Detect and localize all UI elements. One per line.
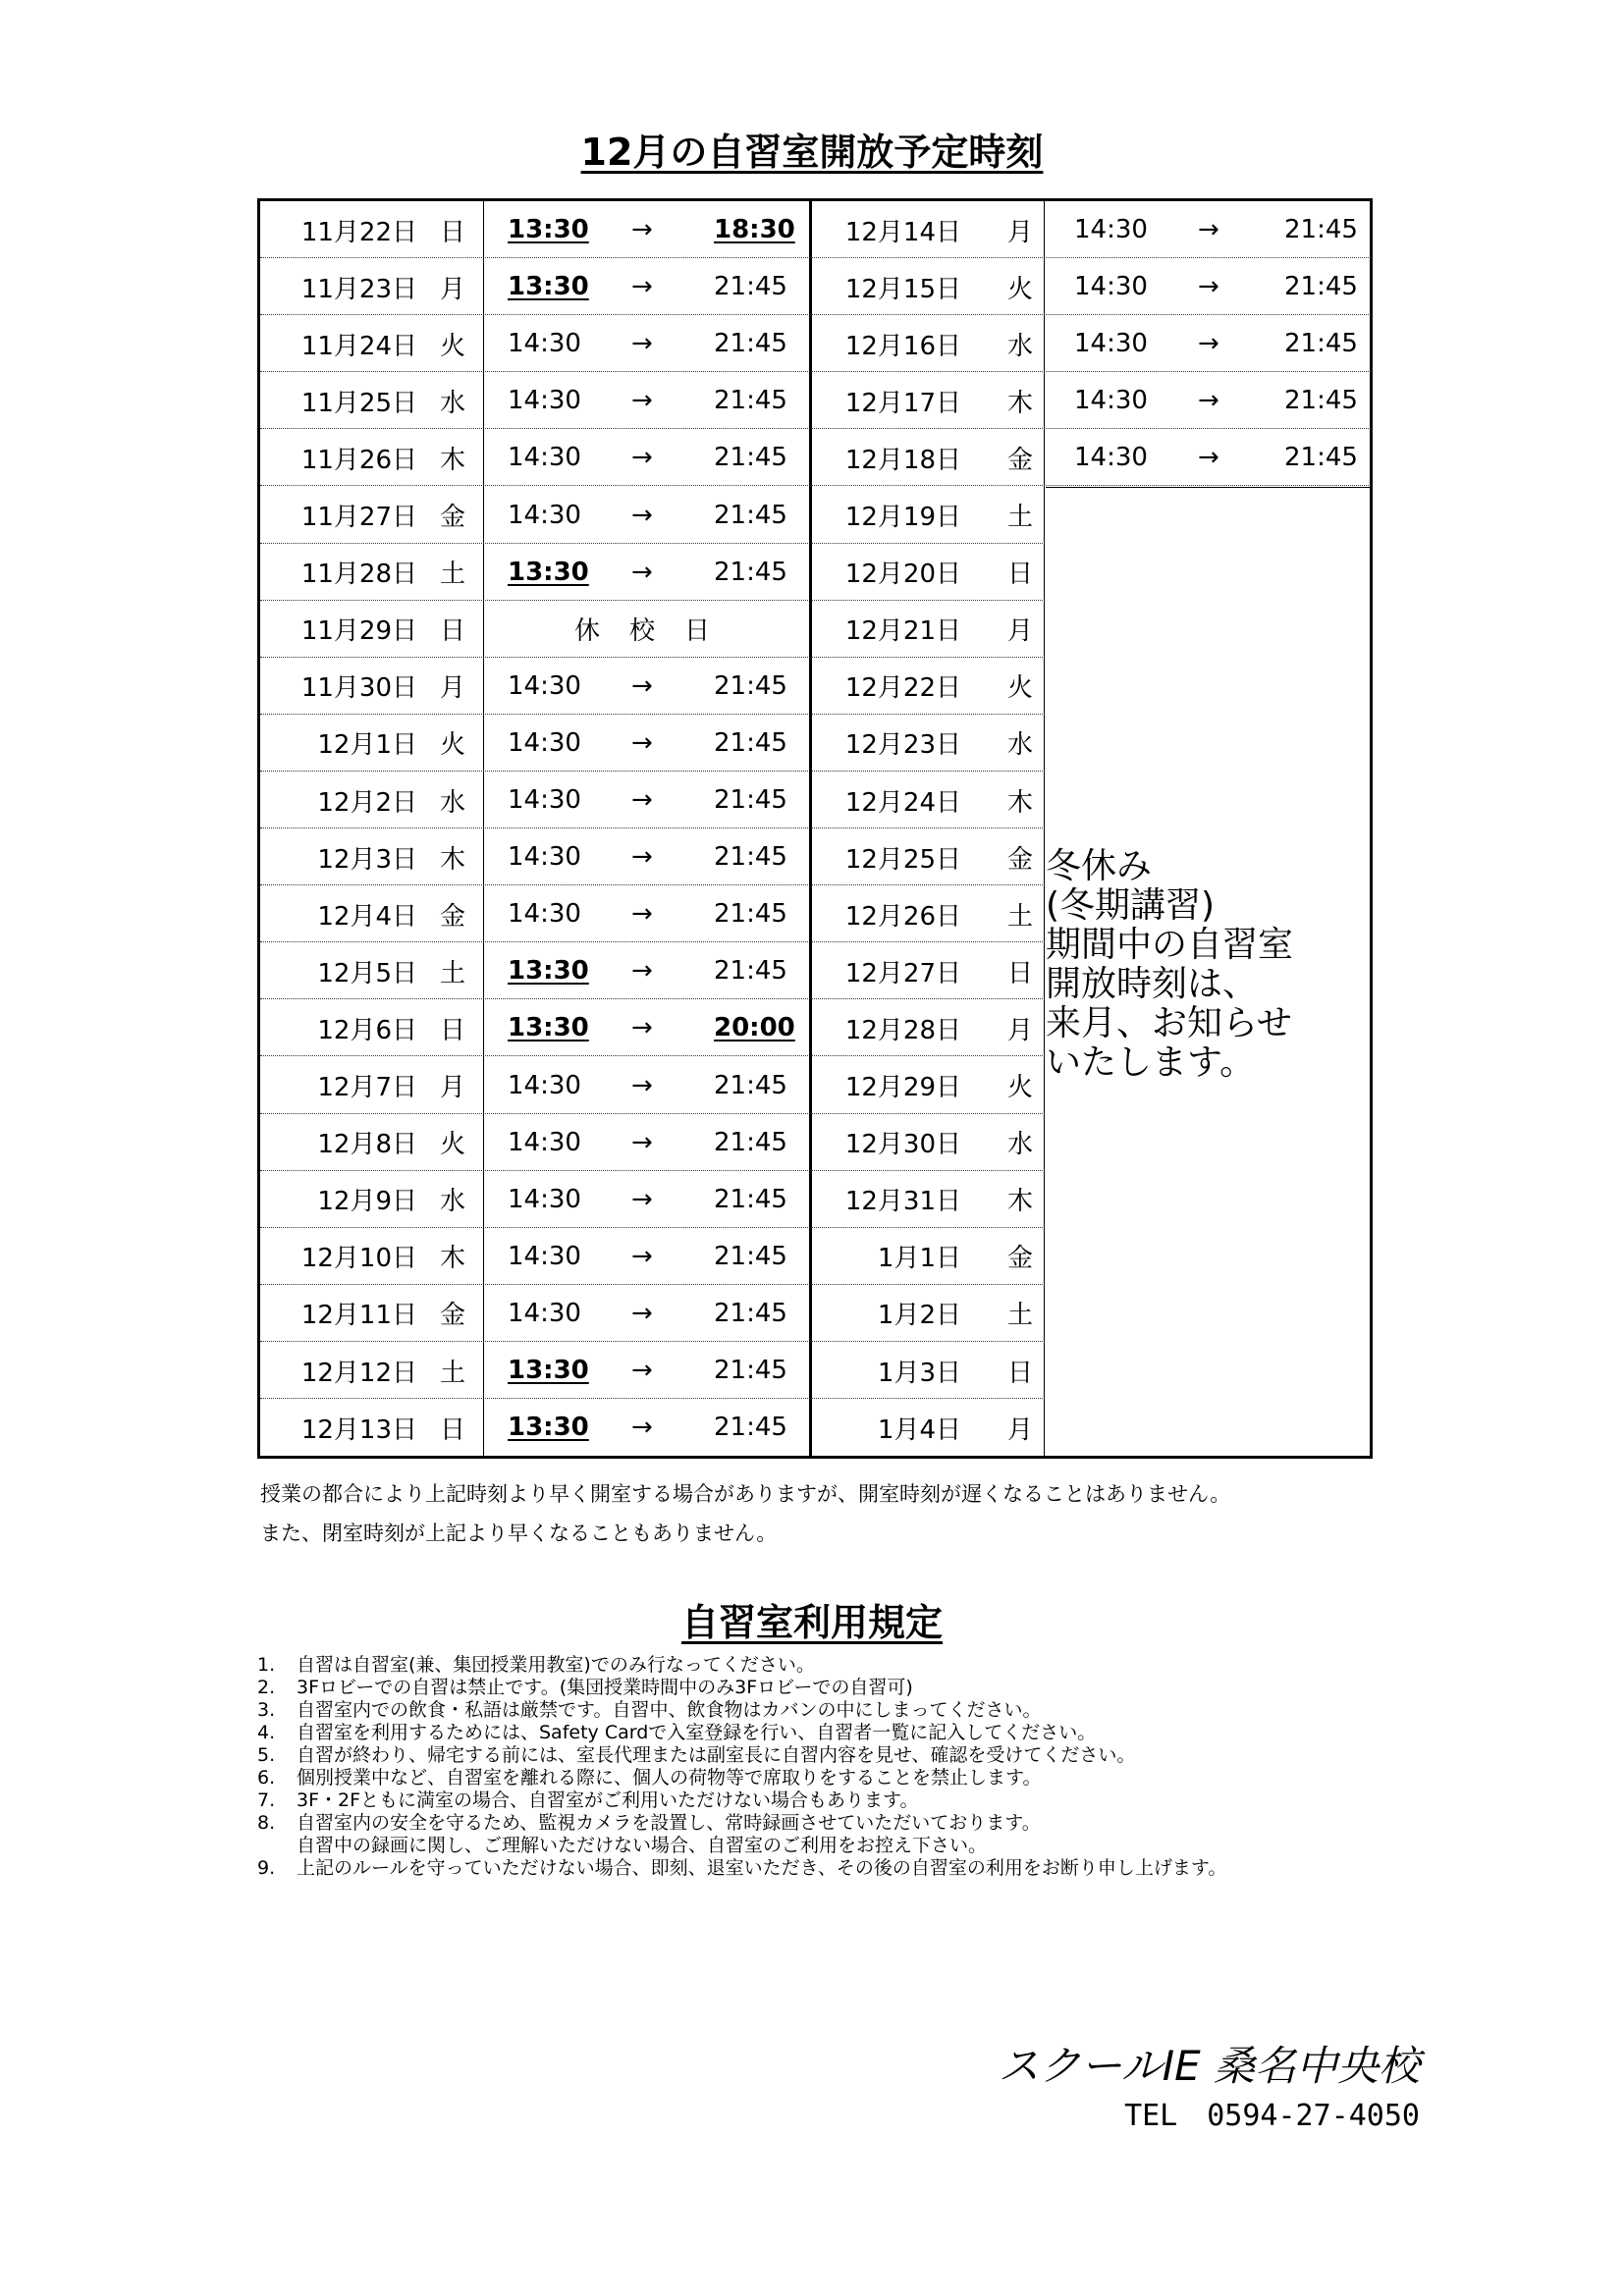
table-row [260,1228,808,1285]
row-weekday: 土 [440,560,466,590]
table-row [811,1399,1045,1456]
open-time: 13:30 [508,1356,589,1385]
row-date: 1月1日 [877,1244,961,1274]
table-row [260,201,808,258]
remark-line: また、閉室時刻が上記より早くなることもありません。 [260,1522,778,1545]
arrow-icon: → [631,1070,653,1100]
row-weekday: 金 [1007,445,1034,475]
close-time: 21:45 [714,272,787,302]
close-time: 18:30 [714,215,795,244]
arrow-icon: → [631,386,653,416]
row-weekday: 月 [1007,1015,1034,1045]
open-time: 14:30 [1074,272,1148,302]
table-row [811,487,1045,544]
arrow-icon: → [631,557,653,587]
rule-item [257,1789,1386,1812]
open-time: 14:30 [1074,443,1148,473]
arrow-icon: → [1198,215,1219,244]
row-date: 1月4日 [877,1415,961,1445]
arrow-icon: → [631,329,653,359]
row-weekday: 日 [1007,1358,1034,1388]
arrow-icon: → [1198,329,1219,359]
arrow-icon: → [631,727,653,758]
rule-number: 5. [257,1744,276,1766]
close-time: 21:45 [714,1241,787,1271]
row-date: 11月28日 [300,560,417,590]
row-date: 12月23日 [844,730,961,761]
row-date: 12月4日 [317,901,417,932]
row-weekday: 金 [440,901,466,932]
close-time: 21:45 [714,1413,787,1443]
open-time: 14:30 [1074,386,1148,416]
rule-text: 上記のルールを守っていただけない場合、即刻、退室いただき、その後の自習室の利用をお断り申し上げます。 [297,1857,1227,1879]
winter-break-note: 冬休み (冬期講習) 期間中の自習室 開放時刻は、 来月、お知らせ いたします。 [1046,846,1294,1083]
rule-text: 自習が終わり、帰宅する前には、室長代理または副室長に自習内容を見せ、確認を受けてください。 [297,1744,1136,1766]
arrow-icon: → [631,785,653,815]
row-weekday: 土 [1007,503,1034,532]
close-time: 21:45 [714,727,787,758]
open-time: 14:30 [508,500,581,530]
table-row [260,601,808,658]
row-date: 12月25日 [844,844,961,875]
row-weekday: 水 [1007,1130,1034,1160]
arrow-icon: → [631,956,653,987]
table-row [260,828,808,885]
arrow-icon: → [1198,443,1219,473]
arrow-icon: → [631,1241,653,1271]
open-time: 13:30 [508,557,589,587]
rule-text: 3F・2Fともに満室の場合、自習室がご利用いただけない場合もあります。 [297,1789,919,1811]
row-date: 1月3日 [877,1358,961,1388]
row-date: 12月1日 [317,730,417,761]
open-time: 13:30 [508,956,589,987]
row-weekday: 火 [440,730,466,761]
close-time: 21:45 [714,386,787,416]
close-time: 21:45 [714,899,787,930]
open-time: 14:30 [508,727,581,758]
table-row [260,772,808,828]
closed-label: 休 校 日 [573,616,712,647]
rule-number: 3. [257,1699,276,1721]
row-date: 12月10日 [300,1244,417,1274]
arrow-icon: → [631,1184,653,1214]
close-time: 21:45 [1284,386,1358,416]
rule-item [257,1744,1386,1767]
open-time: 14:30 [508,1298,581,1328]
table-row [811,772,1045,828]
open-time: 14:30 [508,443,581,473]
rule-text: 自習室内の安全を守るため、監視カメラを設置し、常時録画させていただいております。 自習中の録画に関し、ご理解いただけない場合、自習室のご利用をお控え下さい。 [297,1812,1041,1856]
row-weekday: 月 [440,274,466,304]
row-date: 12月11日 [300,1301,417,1331]
row-date: 11月22日 [300,217,417,247]
table-row [260,942,808,999]
close-time: 21:45 [714,500,787,530]
row-date: 12月13日 [300,1415,417,1445]
row-weekday: 金 [1007,844,1034,875]
arrow-icon: → [631,1127,653,1157]
open-time: 14:30 [508,1184,581,1214]
rules-title: 自習室利用規定 [680,1601,943,1644]
row-date: 11月29日 [300,616,417,647]
close-time: 21:45 [714,557,787,587]
table-row [811,885,1045,942]
table-row [811,715,1045,772]
row-weekday: 水 [1007,730,1034,761]
open-time: 13:30 [508,215,589,244]
table-row [260,715,808,772]
close-time: 21:45 [1284,272,1358,302]
table-row [260,1342,808,1399]
open-time: 13:30 [508,1013,589,1043]
row-date: 12月20日 [844,560,961,590]
open-time: 14:30 [1074,329,1148,359]
row-weekday: 日 [440,217,466,247]
table-row [811,372,1371,429]
remark-line: 授業の都合により上記時刻より早く開室する場合がありますが、開室時刻が遅くなることはありません。 [260,1482,1231,1506]
row-date: 1月2日 [877,1301,961,1331]
table-row [260,1285,808,1342]
arrow-icon: → [631,670,653,701]
open-time: 14:30 [508,842,581,873]
open-time: 13:30 [508,272,589,302]
arrow-icon: → [631,842,653,873]
schedule-remarks [260,1474,1230,1553]
rule-number: 4. [257,1722,276,1743]
close-time: 21:45 [714,842,787,873]
arrow-icon: → [631,899,653,930]
row-weekday: 日 [1007,560,1034,590]
close-time: 21:45 [714,1298,787,1328]
open-time: 13:30 [508,1413,589,1443]
row-date: 11月30日 [300,673,417,704]
row-date: 12月17日 [844,388,961,418]
row-date: 12月24日 [844,787,961,818]
arrow-icon: → [631,272,653,302]
open-time: 14:30 [508,785,581,815]
table-row [260,999,808,1056]
rule-item [257,1767,1386,1789]
row-weekday: 水 [440,1187,466,1217]
rule-text: 3Fロビーでの自習は禁止です。(集団授業時間中のみ3Fロビーでの自習可) [297,1677,913,1698]
row-date: 11月26日 [300,445,417,475]
table-row [811,1114,1045,1171]
table-row [811,1228,1045,1285]
row-date: 12月16日 [844,331,961,361]
row-date: 12月29日 [844,1073,961,1102]
row-weekday: 木 [440,1244,466,1274]
row-weekday: 土 [440,1358,466,1388]
table-row [260,372,808,429]
table-row [260,429,808,486]
table-row [260,544,808,601]
row-weekday: 水 [440,787,466,818]
close-time: 21:45 [714,670,787,701]
row-date: 11月27日 [300,503,417,532]
table-row [811,201,1371,258]
row-date: 12月27日 [844,958,961,988]
rule-item [257,1654,1386,1677]
time-block-divider [1046,487,1370,488]
arrow-icon: → [631,1013,653,1043]
row-weekday: 日 [1007,958,1034,988]
row-date: 12月3日 [317,844,417,875]
row-date: 12月18日 [844,445,961,475]
row-date: 12月31日 [844,1187,961,1217]
row-weekday: 日 [440,616,466,647]
table-row [260,1399,808,1456]
rule-number: 6. [257,1767,276,1789]
close-time: 21:45 [714,785,787,815]
table-row [260,1114,808,1171]
row-date: 12月14日 [844,217,961,247]
row-weekday: 月 [440,1073,466,1102]
school-name: スクールIE 桑名中央校 [998,2042,1420,2090]
close-time: 21:45 [714,443,787,473]
table-row [260,885,808,942]
row-date: 12月2日 [317,787,417,818]
row-weekday: 月 [1007,217,1034,247]
arrow-icon: → [631,215,653,244]
rule-number: 7. [257,1789,276,1811]
table-row [811,658,1045,715]
close-time: 21:45 [1284,329,1358,359]
arrow-icon: → [1198,272,1219,302]
rule-number: 9. [257,1857,276,1879]
close-time: 21:45 [714,1070,787,1100]
rule-number: 2. [257,1677,276,1698]
table-row [811,1171,1045,1228]
table-row [260,1171,808,1228]
row-date: 11月24日 [300,331,417,361]
table-row [260,258,808,315]
row-date: 12月9日 [317,1187,417,1217]
close-time: 20:00 [714,1013,795,1043]
table-row [811,1285,1045,1342]
row-weekday: 火 [440,331,466,361]
rules-list [257,1654,1386,1880]
row-date: 12月12日 [300,1358,417,1388]
table-row [811,258,1371,315]
row-weekday: 火 [1007,1073,1034,1102]
arrow-icon: → [631,443,653,473]
row-date: 12月6日 [317,1015,417,1045]
telephone: TEL 0594-27-4050 [1124,2099,1420,2133]
table-row [811,601,1045,658]
arrow-icon: → [631,500,653,530]
table-row [811,999,1045,1056]
rule-item [257,1857,1386,1880]
row-weekday: 土 [1007,901,1034,932]
row-date: 12月22日 [844,673,961,704]
close-time: 21:45 [714,1127,787,1157]
row-date: 11月23日 [300,274,417,304]
row-weekday: 金 [440,1301,466,1331]
open-time: 14:30 [508,386,581,416]
close-time: 21:45 [1284,215,1358,244]
row-weekday: 木 [1007,388,1034,418]
table-row [260,315,808,372]
rule-item [257,1677,1386,1699]
open-time: 14:30 [508,670,581,701]
arrow-icon: → [631,1298,653,1328]
row-weekday: 月 [1007,1415,1034,1445]
row-weekday: 土 [1007,1301,1034,1331]
page-title: 12月の自習室開放予定時刻 [580,131,1044,174]
rule-item [257,1722,1386,1744]
row-weekday: 火 [1007,274,1034,304]
close-time: 21:45 [714,1184,787,1214]
row-weekday: 金 [1007,1244,1034,1274]
close-time: 21:45 [714,1356,787,1385]
close-time: 21:45 [1284,443,1358,473]
open-time: 14:30 [508,1241,581,1271]
rule-number: 8. [257,1812,276,1834]
row-date: 12月28日 [844,1015,961,1045]
close-time: 21:45 [714,329,787,359]
row-weekday: 木 [1007,1187,1034,1217]
row-weekday: 木 [1007,787,1034,818]
open-time: 14:30 [508,1127,581,1157]
table-row [811,828,1045,885]
rule-text: 個別授業中など、自習室を離れる際に、個人の荷物等で席取りをすることを禁止します。 [297,1767,1042,1789]
table-row [811,315,1371,372]
table-row [811,544,1045,601]
row-weekday: 金 [440,503,466,532]
row-weekday: 火 [1007,673,1034,704]
table-row [811,942,1045,999]
row-date: 12月8日 [317,1130,417,1160]
open-time: 14:30 [1074,215,1148,244]
row-date: 11月25日 [300,388,417,418]
open-time: 14:30 [508,899,581,930]
table-row [811,1057,1045,1114]
arrow-icon: → [1198,386,1219,416]
arrow-icon: → [631,1413,653,1443]
row-weekday: 月 [1007,616,1034,647]
table-row [811,429,1371,486]
rule-item [257,1812,1386,1857]
row-date: 12月5日 [317,958,417,988]
rule-text: 自習は自習室(兼、集団授業用教室)でのみ行なってください。 [297,1654,815,1676]
rule-item [257,1699,1386,1722]
row-date: 12月15日 [844,274,961,304]
open-time: 14:30 [508,1070,581,1100]
row-date: 12月26日 [844,901,961,932]
schedule-table [257,198,1373,1459]
table-row [260,658,808,715]
open-time: 14:30 [508,329,581,359]
row-weekday: 木 [440,844,466,875]
row-weekday: 日 [440,1015,466,1045]
close-time: 21:45 [714,956,787,987]
table-row [260,487,808,544]
row-weekday: 土 [440,958,466,988]
arrow-icon: → [631,1356,653,1385]
row-date: 12月30日 [844,1130,961,1160]
row-weekday: 木 [440,445,466,475]
rule-text: 自習室内での飲食・私語は厳禁です。自習中、飲食物はカバンの中にしまってください。 [297,1699,1042,1721]
row-weekday: 日 [440,1415,466,1445]
row-weekday: 水 [440,388,466,418]
table-row [260,1057,808,1114]
table-row [811,1342,1045,1399]
rule-text: 自習室を利用するためには、Safety Cardで入室登録を行い、自習者一覧に記入してください。 [297,1722,1097,1743]
row-date: 12月19日 [844,503,961,532]
row-date: 12月21日 [844,616,961,647]
row-weekday: 水 [1007,331,1034,361]
row-date: 12月7日 [317,1073,417,1102]
row-weekday: 月 [440,673,466,704]
row-weekday: 火 [440,1130,466,1160]
rule-number: 1. [257,1654,276,1676]
